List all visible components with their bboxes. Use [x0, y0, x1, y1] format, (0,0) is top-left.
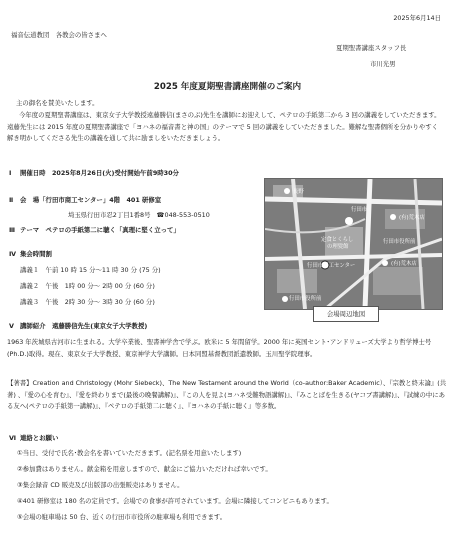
map-label: の理髪館	[327, 244, 349, 250]
page-title: 2025 年度夏期聖書講座開催のご案内	[153, 82, 302, 92]
speaker-heading: 講師紹介 遠藤勝信先生(東京女子大学教授)	[20, 322, 148, 330]
schedule-item: 講義２ 午後 1時 00 分～ 2時 00 分 (60 分)	[20, 282, 155, 290]
map-label: 行田市	[351, 207, 368, 213]
note-item: ①当日、受付で氏名･教会名を書いていただきます。(記名票を用意いたします)	[17, 449, 242, 457]
map-label: (有)荒木店	[399, 215, 425, 221]
section-5-number: Ⅴ	[9, 322, 14, 330]
phone-number: 048-553-0510	[164, 211, 210, 219]
map-label: (有)荒木店	[391, 261, 417, 267]
address-text: 埼玉県行田市忍2丁目1番8号	[68, 211, 151, 219]
map-label: 行田市役所前	[289, 296, 322, 302]
section-3-number: Ⅲ	[9, 226, 16, 234]
intro-paragraph: 今年度の夏期聖書講座は、東京女子大学教授遠藤勝信(まさのぶ)先生を講師にお迎えして、ペテロの手紙第二から 3 回の講義をしていただきます。遠藤先生には 2015 年度の夏期聖書講座で「ヨハネの福音書と神の国」のテーマで 5 回の講義をしていただきました。難解な聖書個所を分かりやすく解き明かしてくださる先生の講義を通して共に励ましをいただきましょう。	[7, 111, 441, 142]
map-label: 行田市役所前	[383, 239, 416, 245]
section-6-number: Ⅵ	[9, 434, 17, 442]
theme: テーマ ペテロの手紙第二に聴く「真理に堅く立って」	[20, 226, 180, 234]
sender-name: 市川光男	[370, 60, 396, 68]
greeting: 主の御名を賛美いたします。	[16, 99, 99, 107]
recipient-line: 福音伝道教団 各教会の皆さまへ	[11, 31, 107, 39]
venue: 会 場「行田市商工センター」4階 401 研修室	[20, 196, 162, 204]
venue-map	[264, 178, 443, 310]
notes-heading: 連絡とお願い	[20, 434, 59, 442]
event-datetime: 開催日時 2025年8月26日(火)受付開始午前9時30分	[20, 169, 179, 177]
phone-icon: ☎	[156, 211, 165, 219]
schedule-item: 講義３ 午後 2時 30 分～ 3時 30 分 (60 分)	[20, 298, 155, 306]
section-1-number: Ⅰ	[9, 169, 12, 177]
section-4-number: Ⅳ	[9, 250, 17, 258]
note-item: ③集会録音 CD 販売及び出版部の出張販売はありません。	[17, 481, 184, 489]
note-item: ⑤会場の駐車場は 50 台、近くの行田市市役所の駐車場も利用できます。	[17, 513, 227, 521]
map-graphic	[265, 179, 442, 309]
speaker-works: 【著書】Creation and Christology (Mohr Siebeck)、The New Testament around the World（co-author:Baker Academic）、『宗教と終末論』(共著) 、『愛の心を育む』、『愛を終わりまで(最後の晩餐講解)』、『この人を見よ(ヨハネ受難物語講解)』、『みことばを生きる(ヤコブ書講解)』、『試練の中にある友へ(ペテロの手紙第一講解)』、『ペテロの手紙第二に聴く』、『ヨハネの手紙に聴く』等多数。	[7, 379, 447, 410]
map-caption: 会場周辺地図	[313, 306, 379, 322]
map-label: 長野	[293, 189, 304, 195]
section-2-number: Ⅱ	[9, 196, 14, 204]
note-item: ②参加費はありません。献金箱を用意しますので、献金にご協力いただければ幸いです。	[17, 465, 272, 473]
schedule-heading: 集会時間割	[20, 250, 52, 258]
document-date: 2025年6月14日	[393, 14, 441, 22]
venue-address	[68, 211, 210, 220]
map-label: 定食とくらし	[321, 237, 354, 243]
note-item: ④401 研修室は 180 名の定員です。会場での食事が許可されています。会場に隣接してコンビニもあります。	[17, 497, 333, 505]
speaker-bio: 1963 年茨城県古河市に生まれる。大学卒業後、聖書神学舎で学ぶ。欧米に 5 年間留学。2000 年に英国セント･アンドリューズ大学より哲学博士号(Ph.D.)取得。現在、東京女子大学教授、東京神学大学講師。日本同盟基督教団派遣教師。玉川聖学院理事。	[7, 338, 432, 358]
sender-organization: 夏期聖書講座スタッフ長	[336, 44, 407, 52]
schedule-item: 講義１ 午前 10 時 15 分～11 時 30 分 (75 分)	[20, 266, 161, 274]
map-label: 行田市商工センター	[307, 263, 356, 269]
